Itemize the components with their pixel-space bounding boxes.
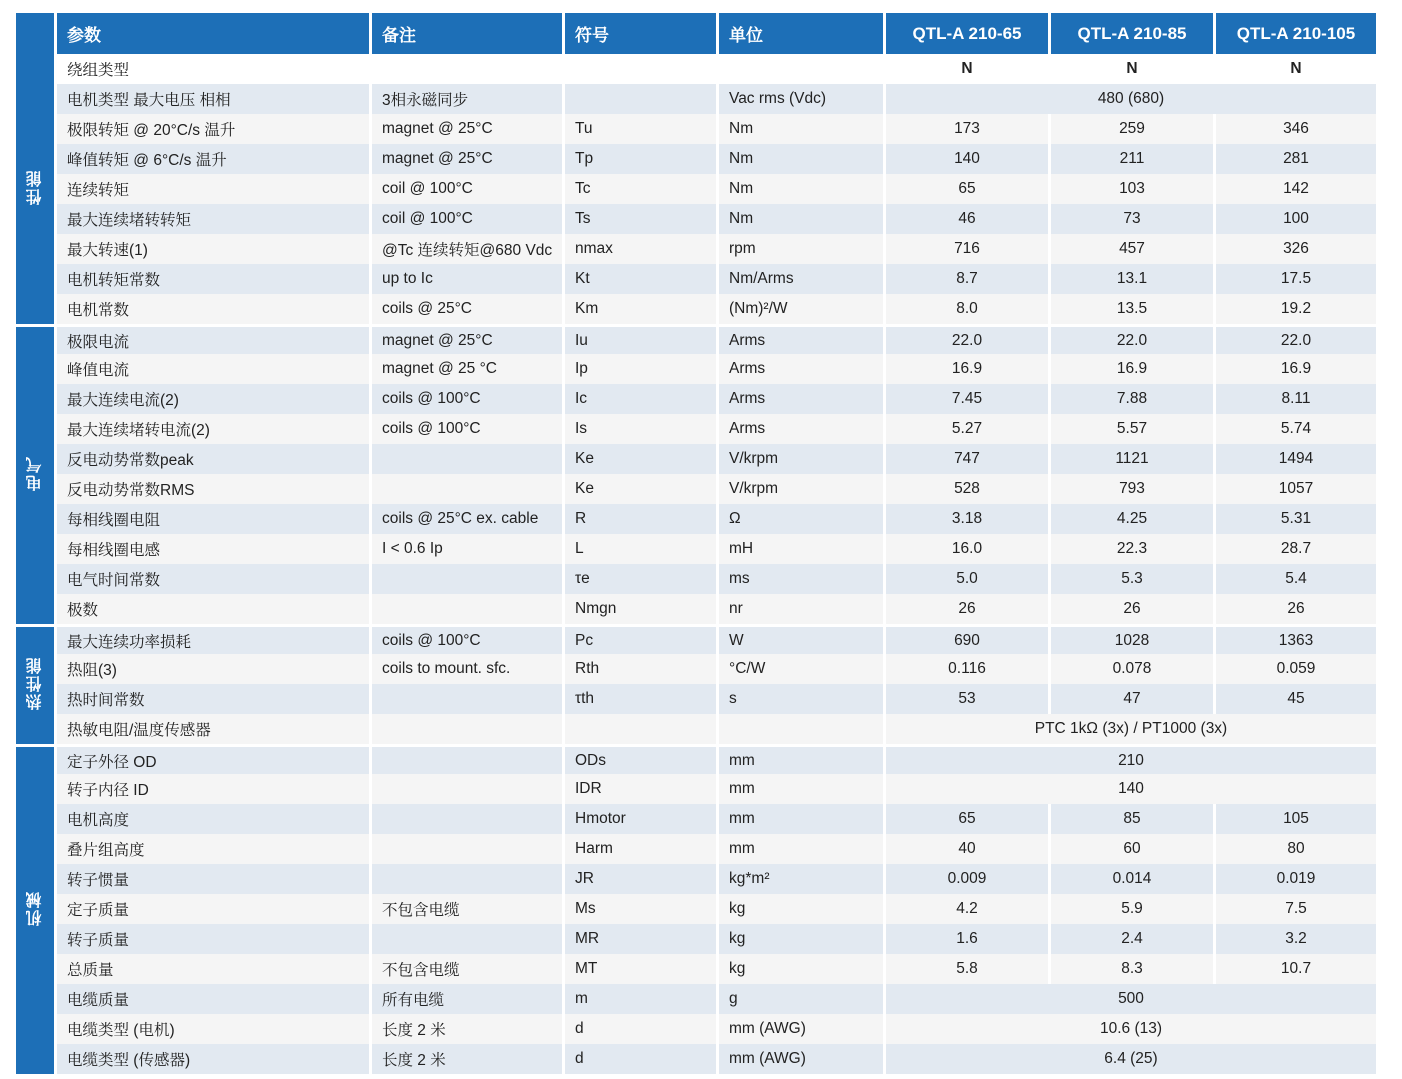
note-cell: coils @ 100°C [369, 414, 562, 444]
table-row [16, 84, 1376, 114]
table-row [16, 474, 1376, 504]
unit-cell: Arms [716, 354, 883, 384]
value-cell: 22.3 [1048, 534, 1213, 564]
value-cell: 8.3 [1048, 954, 1213, 984]
unit-cell: mm (AWG) [716, 1044, 883, 1074]
unit-cell: nr [716, 594, 883, 624]
value-cell: 5.3 [1048, 564, 1213, 594]
unit-cell: Nm [716, 144, 883, 174]
param-cell: 极限电流 [54, 324, 369, 354]
group-label-cell [16, 324, 54, 624]
param-cell: 电缆类型 (电机) [54, 1014, 369, 1044]
value-cell: 528 [883, 474, 1048, 504]
value-cell: 10.7 [1213, 954, 1376, 984]
header-symbol: 符号 [562, 13, 716, 54]
symbol-cell: Pc [562, 624, 716, 654]
value-cell: 19.2 [1213, 294, 1376, 324]
value-cell: 28.7 [1213, 534, 1376, 564]
header-model-1: QTL-A 210-65 [883, 13, 1048, 54]
value-cell: 2.4 [1048, 924, 1213, 954]
table-row [16, 714, 1376, 744]
param-cell: 反电动势常数RMS [54, 474, 369, 504]
param-cell: 最大转速(1) [54, 234, 369, 264]
header-note: 备注 [369, 13, 562, 54]
unit-cell: kg [716, 954, 883, 984]
header-group-cell [16, 13, 54, 54]
table-row [16, 774, 1376, 804]
note-cell: magnet @ 25 °C [369, 354, 562, 384]
symbol-cell: MT [562, 954, 716, 984]
table-row [16, 624, 1376, 654]
value-cell: 65 [883, 174, 1048, 204]
unit-cell: kg [716, 924, 883, 954]
symbol-cell: Tu [562, 114, 716, 144]
value-cell: 747 [883, 444, 1048, 474]
param-cell: 电机类型 最大电压 相相 [54, 84, 369, 114]
table-row [16, 894, 1376, 924]
table-row [16, 324, 1376, 354]
symbol-cell: IDR [562, 774, 716, 804]
value-cell: 211 [1048, 144, 1213, 174]
symbol-cell: Harm [562, 834, 716, 864]
symbol-cell: Ic [562, 384, 716, 414]
param-cell: 电缆类型 (传感器) [54, 1044, 369, 1074]
symbol-cell: τth [562, 684, 716, 714]
symbol-cell: m [562, 984, 716, 1014]
unit-cell: mm [716, 804, 883, 834]
unit-cell: W [716, 624, 883, 654]
value-cell: 5.9 [1048, 894, 1213, 924]
symbol-cell: nmax [562, 234, 716, 264]
unit-cell: mm [716, 744, 883, 774]
unit-cell: Arms [716, 324, 883, 354]
param-cell: 每相线圈电感 [54, 534, 369, 564]
symbol-cell: R [562, 504, 716, 534]
value-cell: 5.74 [1213, 414, 1376, 444]
param-cell: 电缆质量 [54, 984, 369, 1014]
unit-cell: mm [716, 834, 883, 864]
value-cell-merged: 500 [883, 984, 1376, 1014]
param-cell: 最大连续功率损耗 [54, 624, 369, 654]
note-cell: 3相永磁同步 [369, 84, 562, 114]
param-cell: 极限转矩 @ 20°C/s 温升 [54, 114, 369, 144]
value-cell: 16.9 [883, 354, 1048, 384]
spec-table-container [16, 13, 1376, 1074]
symbol-cell: L [562, 534, 716, 564]
value-cell: 100 [1213, 204, 1376, 234]
value-cell-merged: 480 (680) [883, 84, 1376, 114]
param-cell: 绕组类型 [54, 54, 369, 84]
value-cell: 3.18 [883, 504, 1048, 534]
note-cell: coils @ 25°C [369, 294, 562, 324]
value-cell: 281 [1213, 144, 1376, 174]
value-cell-merged: 6.4 (25) [883, 1044, 1376, 1074]
value-cell: 85 [1048, 804, 1213, 834]
value-cell: 5.4 [1213, 564, 1376, 594]
value-cell: 7.88 [1048, 384, 1213, 414]
group-label-cell [16, 54, 54, 324]
param-cell: 转子惯量 [54, 864, 369, 894]
param-cell: 热阻(3) [54, 654, 369, 684]
note-cell [369, 744, 562, 774]
param-cell: 热敏电阻/温度传感器 [54, 714, 369, 744]
value-cell: 26 [1048, 594, 1213, 624]
note-cell [369, 834, 562, 864]
table-row [16, 234, 1376, 264]
table-row [16, 564, 1376, 594]
symbol-cell: Hmotor [562, 804, 716, 834]
value-cell: 7.5 [1213, 894, 1376, 924]
value-cell: 0.059 [1213, 654, 1376, 684]
table-row [16, 1014, 1376, 1044]
note-cell: coils @ 100°C [369, 624, 562, 654]
value-cell: 22.0 [1048, 324, 1213, 354]
unit-cell [716, 714, 883, 744]
note-cell: 不包含电缆 [369, 954, 562, 984]
unit-cell [716, 54, 883, 84]
value-cell: 17.5 [1213, 264, 1376, 294]
param-cell: 每相线圈电阻 [54, 504, 369, 534]
symbol-cell: Ke [562, 474, 716, 504]
value-cell-merged: 140 [883, 774, 1376, 804]
value-cell: 5.27 [883, 414, 1048, 444]
header-unit: 单位 [716, 13, 883, 54]
symbol-cell: Ms [562, 894, 716, 924]
unit-cell: kg*m² [716, 864, 883, 894]
table-row [16, 684, 1376, 714]
note-cell [369, 444, 562, 474]
unit-cell: ms [716, 564, 883, 594]
value-cell: 73 [1048, 204, 1213, 234]
note-cell [369, 804, 562, 834]
unit-cell: (Nm)²/W [716, 294, 883, 324]
unit-cell: s [716, 684, 883, 714]
symbol-cell: d [562, 1014, 716, 1044]
note-cell: 长度 2 米 [369, 1014, 562, 1044]
value-cell: 7.45 [883, 384, 1048, 414]
unit-cell: kg [716, 894, 883, 924]
table-row [16, 804, 1376, 834]
note-cell: magnet @ 25°C [369, 144, 562, 174]
value-cell: 259 [1048, 114, 1213, 144]
value-cell: 65 [883, 804, 1048, 834]
param-cell: 定子外径 OD [54, 744, 369, 774]
param-cell: 定子质量 [54, 894, 369, 924]
unit-cell: Vac rms (Vdc) [716, 84, 883, 114]
value-cell: 0.019 [1213, 864, 1376, 894]
value-cell: 47 [1048, 684, 1213, 714]
param-cell: 转子内径 ID [54, 774, 369, 804]
symbol-cell: Ip [562, 354, 716, 384]
note-cell: magnet @ 25°C [369, 114, 562, 144]
table-row [16, 744, 1376, 774]
value-cell: 3.2 [1213, 924, 1376, 954]
header-param: 参数 [54, 13, 369, 54]
value-cell: 5.8 [883, 954, 1048, 984]
note-cell: 长度 2 米 [369, 1044, 562, 1074]
param-cell: 最大连续堵转电流(2) [54, 414, 369, 444]
unit-cell: °C/W [716, 654, 883, 684]
value-cell: 40 [883, 834, 1048, 864]
value-cell: N [883, 54, 1048, 84]
table-row [16, 114, 1376, 144]
symbol-cell: τe [562, 564, 716, 594]
unit-cell: Nm/Arms [716, 264, 883, 294]
symbol-cell: Is [562, 414, 716, 444]
unit-cell: mm (AWG) [716, 1014, 883, 1044]
value-cell: 4.2 [883, 894, 1048, 924]
symbol-cell [562, 714, 716, 744]
table-row [16, 204, 1376, 234]
group-label: 热性能 [26, 656, 44, 710]
value-cell: 0.078 [1048, 654, 1213, 684]
note-cell: I < 0.6 Ip [369, 534, 562, 564]
group-label: 性能 [26, 168, 44, 205]
param-cell: 连续转矩 [54, 174, 369, 204]
note-cell [369, 684, 562, 714]
value-cell: 1494 [1213, 444, 1376, 474]
value-cell: 5.0 [883, 564, 1048, 594]
value-cell: 1057 [1213, 474, 1376, 504]
value-cell: 8.7 [883, 264, 1048, 294]
value-cell: 0.116 [883, 654, 1048, 684]
param-cell: 峰值转矩 @ 6°C/s 温升 [54, 144, 369, 174]
note-cell: magnet @ 25°C [369, 324, 562, 354]
group-label-cell [16, 624, 54, 744]
param-cell: 总质量 [54, 954, 369, 984]
value-cell: 46 [883, 204, 1048, 234]
value-cell: 22.0 [883, 324, 1048, 354]
value-cell: 45 [1213, 684, 1376, 714]
value-cell: 1.6 [883, 924, 1048, 954]
unit-cell: mH [716, 534, 883, 564]
note-cell: coils @ 100°C [369, 384, 562, 414]
param-cell: 叠片组高度 [54, 834, 369, 864]
symbol-cell: Rth [562, 654, 716, 684]
value-cell: 0.009 [883, 864, 1048, 894]
value-cell: 5.31 [1213, 504, 1376, 534]
value-cell: N [1213, 54, 1376, 84]
value-cell: 53 [883, 684, 1048, 714]
value-cell: 346 [1213, 114, 1376, 144]
note-cell: coils @ 25°C ex. cable [369, 504, 562, 534]
table-row [16, 654, 1376, 684]
param-cell: 电机常数 [54, 294, 369, 324]
table-row [16, 294, 1376, 324]
table-row [16, 264, 1376, 294]
value-cell: 16.9 [1213, 354, 1376, 384]
header-model-3: QTL-A 210-105 [1213, 13, 1376, 54]
unit-cell: g [716, 984, 883, 1014]
value-cell: 80 [1213, 834, 1376, 864]
note-cell [369, 924, 562, 954]
value-cell: 8.11 [1213, 384, 1376, 414]
value-cell: 60 [1048, 834, 1213, 864]
table-row [16, 864, 1376, 894]
value-cell: 1028 [1048, 624, 1213, 654]
value-cell: 173 [883, 114, 1048, 144]
value-cell: 4.25 [1048, 504, 1213, 534]
symbol-cell [562, 84, 716, 114]
table-row [16, 174, 1376, 204]
unit-cell: V/krpm [716, 474, 883, 504]
value-cell: 457 [1048, 234, 1213, 264]
value-cell: 0.014 [1048, 864, 1213, 894]
group-label: 电气 [26, 455, 44, 491]
unit-cell: Nm [716, 204, 883, 234]
value-cell: 13.5 [1048, 294, 1213, 324]
note-cell: 不包含电缆 [369, 894, 562, 924]
symbol-cell [562, 54, 716, 84]
value-cell: 793 [1048, 474, 1213, 504]
table-row [16, 384, 1376, 414]
table-row [16, 54, 1376, 84]
symbol-cell: Ts [562, 204, 716, 234]
motor-spec-table [16, 13, 1376, 1074]
note-cell: 所有电缆 [369, 984, 562, 1014]
value-cell: 1363 [1213, 624, 1376, 654]
value-cell: 716 [883, 234, 1048, 264]
param-cell: 反电动势常数peak [54, 444, 369, 474]
param-cell: 转子质量 [54, 924, 369, 954]
value-cell: 16.9 [1048, 354, 1213, 384]
header-row [16, 13, 1376, 54]
value-cell-merged: 10.6 (13) [883, 1014, 1376, 1044]
table-row [16, 414, 1376, 444]
value-cell: 690 [883, 624, 1048, 654]
param-cell: 电机高度 [54, 804, 369, 834]
value-cell: 142 [1213, 174, 1376, 204]
symbol-cell: d [562, 1044, 716, 1074]
header-model-2: QTL-A 210-85 [1048, 13, 1213, 54]
value-cell: 5.57 [1048, 414, 1213, 444]
value-cell: 140 [883, 144, 1048, 174]
table-row [16, 924, 1376, 954]
note-cell: coils to mount. sfc. [369, 654, 562, 684]
table-row [16, 534, 1376, 564]
unit-cell: V/krpm [716, 444, 883, 474]
unit-cell: mm [716, 774, 883, 804]
symbol-cell: Iu [562, 324, 716, 354]
param-cell: 电气时间常数 [54, 564, 369, 594]
group-label: 机械 [26, 890, 44, 926]
value-cell: 22.0 [1213, 324, 1376, 354]
param-cell: 热时间常数 [54, 684, 369, 714]
param-cell: 极数 [54, 594, 369, 624]
unit-cell: Ω [716, 504, 883, 534]
symbol-cell: Ke [562, 444, 716, 474]
table-row [16, 444, 1376, 474]
value-cell: N [1048, 54, 1213, 84]
value-cell: 105 [1213, 804, 1376, 834]
table-row [16, 984, 1376, 1014]
symbol-cell: Tc [562, 174, 716, 204]
unit-cell: Nm [716, 174, 883, 204]
value-cell: 103 [1048, 174, 1213, 204]
value-cell: 1121 [1048, 444, 1213, 474]
value-cell: 326 [1213, 234, 1376, 264]
value-cell: 26 [883, 594, 1048, 624]
symbol-cell: ODs [562, 744, 716, 774]
table-row [16, 144, 1376, 174]
value-cell: 13.1 [1048, 264, 1213, 294]
symbol-cell: Kt [562, 264, 716, 294]
note-cell: coil @ 100°C [369, 174, 562, 204]
symbol-cell: Km [562, 294, 716, 324]
table-row [16, 954, 1376, 984]
spec-table-body [16, 54, 1376, 1074]
value-cell: 8.0 [883, 294, 1048, 324]
param-cell: 最大连续堵转转矩 [54, 204, 369, 234]
unit-cell: Arms [716, 384, 883, 414]
note-cell: @Tc 连续转矩@680 Vdc [369, 234, 562, 264]
table-row [16, 594, 1376, 624]
value-cell-merged: 210 [883, 744, 1376, 774]
param-cell: 最大连续电流(2) [54, 384, 369, 414]
symbol-cell: Tp [562, 144, 716, 174]
table-row [16, 504, 1376, 534]
value-cell: 26 [1213, 594, 1376, 624]
note-cell [369, 54, 562, 84]
value-cell: 16.0 [883, 534, 1048, 564]
table-row [16, 1044, 1376, 1074]
param-cell: 峰值电流 [54, 354, 369, 384]
note-cell [369, 774, 562, 804]
table-row [16, 354, 1376, 384]
note-cell [369, 564, 562, 594]
note-cell [369, 474, 562, 504]
param-cell: 电机转矩常数 [54, 264, 369, 294]
unit-cell: Arms [716, 414, 883, 444]
unit-cell: rpm [716, 234, 883, 264]
note-cell [369, 714, 562, 744]
note-cell [369, 864, 562, 894]
symbol-cell: Nmgn [562, 594, 716, 624]
note-cell: up to Ic [369, 264, 562, 294]
symbol-cell: JR [562, 864, 716, 894]
note-cell [369, 594, 562, 624]
symbol-cell: MR [562, 924, 716, 954]
group-label-cell [16, 744, 54, 1074]
value-cell-merged: PTC 1kΩ (3x) / PT1000 (3x) [883, 714, 1376, 744]
note-cell: coil @ 100°C [369, 204, 562, 234]
unit-cell: Nm [716, 114, 883, 144]
table-row [16, 834, 1376, 864]
